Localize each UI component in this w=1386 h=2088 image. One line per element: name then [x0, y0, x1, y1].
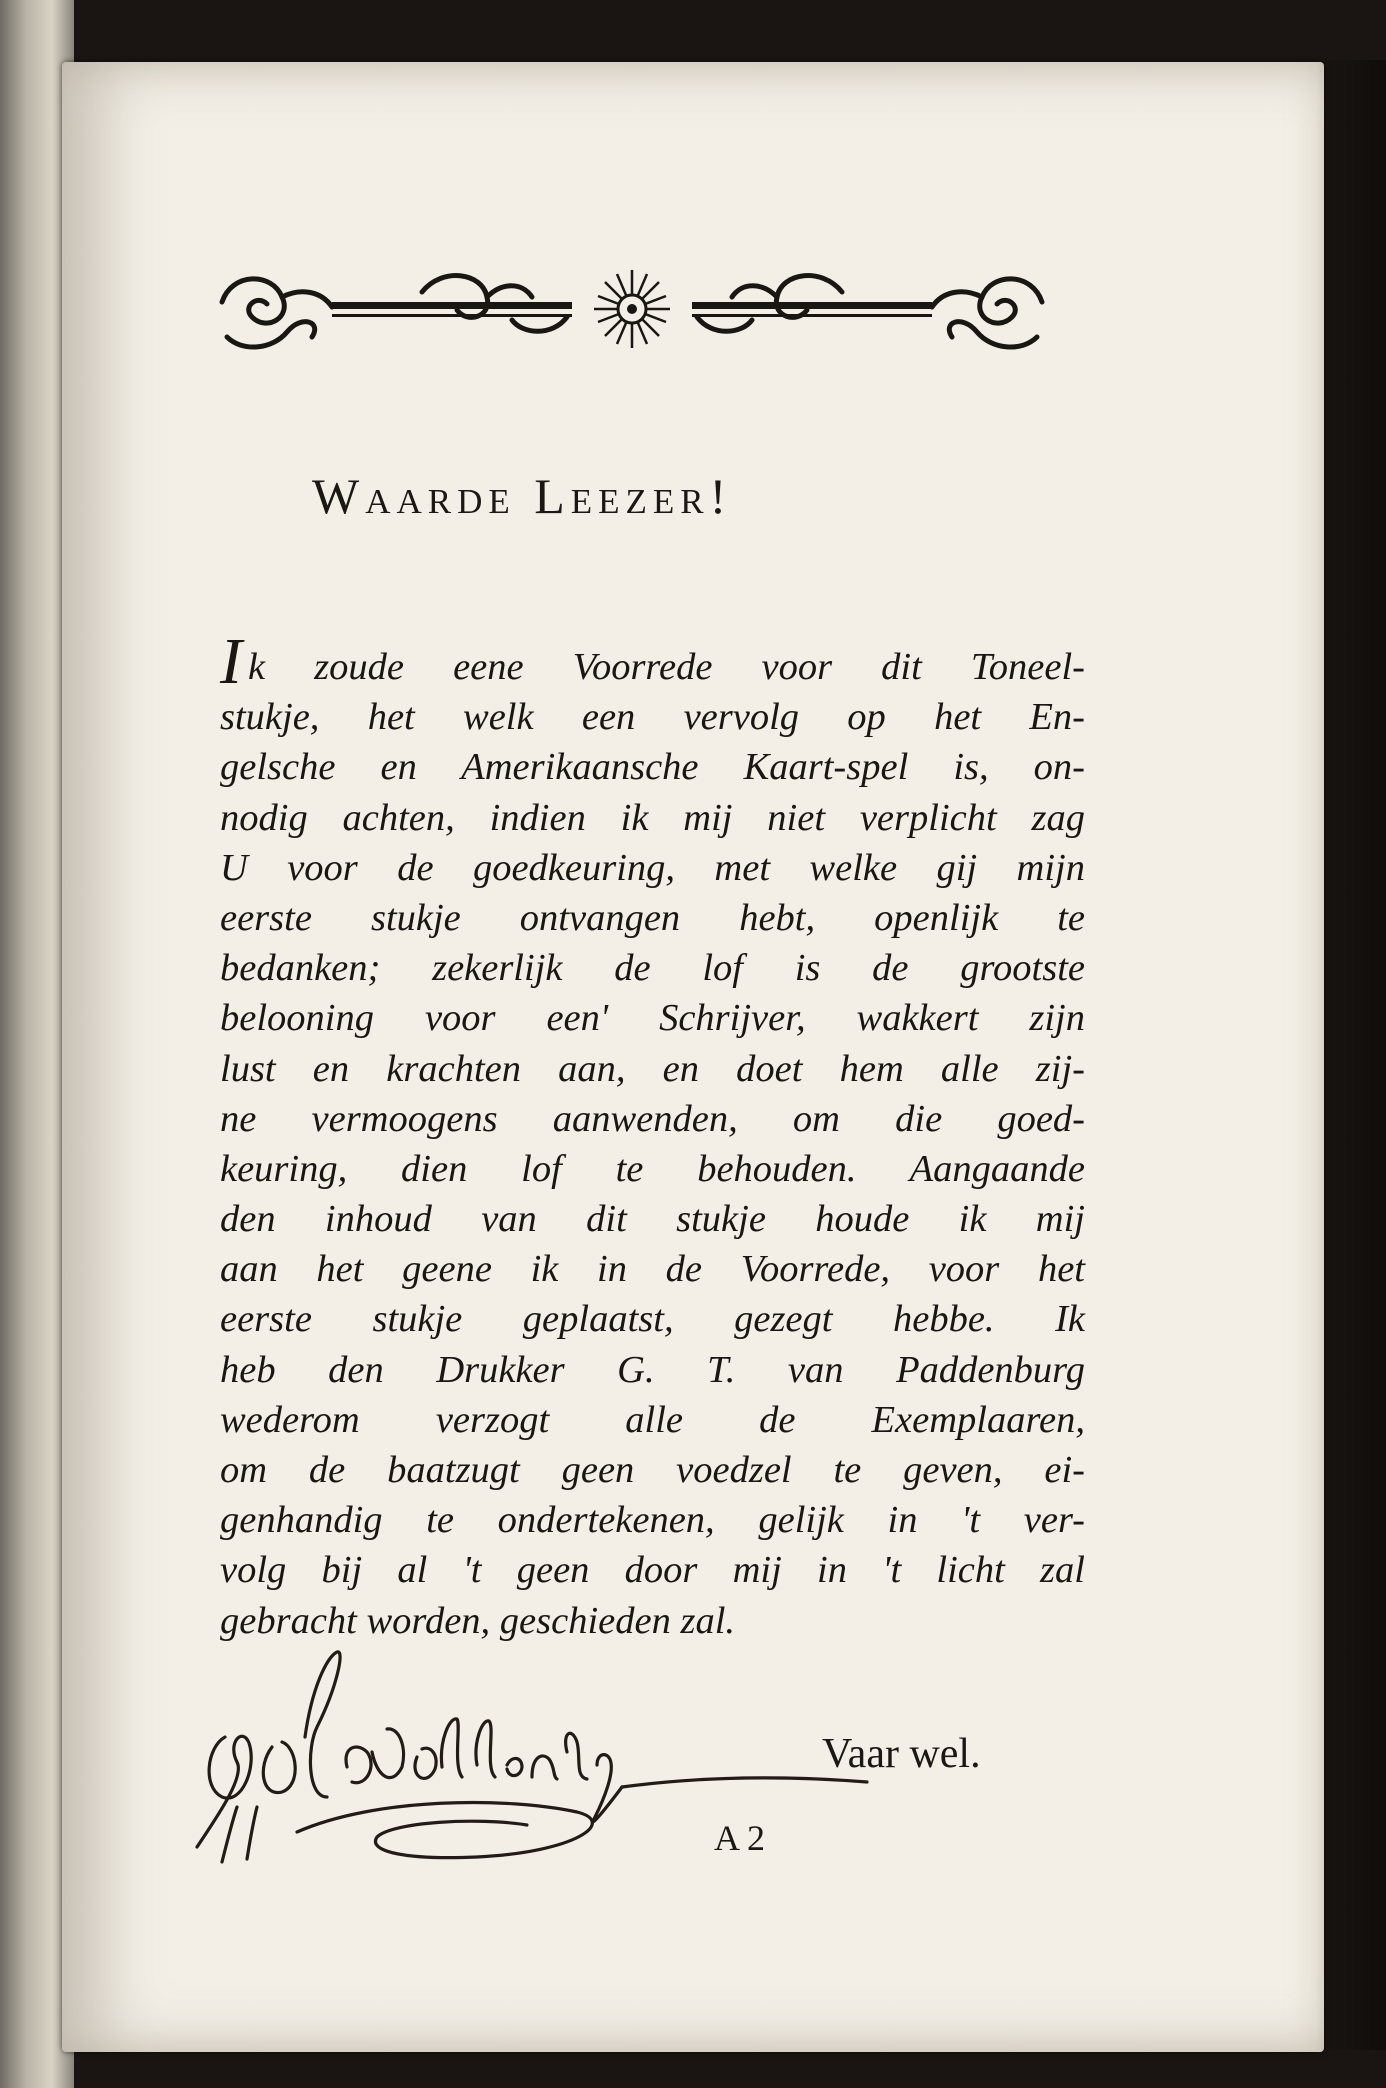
- drop-cap: I: [220, 625, 242, 698]
- text-line: U voor de goedkeuring, met welke gij mijn: [220, 846, 1085, 889]
- body-text: [220, 625, 1085, 1646]
- text-line: bedanken; zekerlijk de lof is de grootste: [220, 947, 1085, 990]
- text-line: aan het geene ik in de Voorrede, voor het: [220, 1248, 1085, 1291]
- book-page: [62, 62, 1324, 2052]
- farewell-text: Vaar wel.: [822, 1731, 981, 1777]
- text-line: gelsche en Amerikaansche Kaart-spel is, on-: [220, 746, 1085, 789]
- text-line: genhandig te ondertekenen, gelijk in 't ver-: [220, 1499, 1085, 1542]
- text-line: Ik zoude eene Voorrede voor dit Toneel-: [220, 625, 1085, 698]
- text-line: eerste stukje ontvangen hebt, openlijk te: [220, 896, 1085, 939]
- text-line: heb den Drukker G. T. van Paddenburg: [220, 1348, 1085, 1391]
- text-line: belooning voor een' Schrijver, wakkert zijn: [220, 997, 1085, 1040]
- ornamental-headpiece: [212, 262, 1052, 356]
- text-line: eerste stukje geplaatst, gezegt hebbe. Ik: [220, 1298, 1085, 1341]
- text-line: om de baatzugt geen voedzel te geven, ei-: [220, 1449, 1085, 1491]
- page-heading: Waarde Leezer!: [312, 468, 733, 524]
- text-line: nodig achten, indien ik mij niet verplicht zag: [220, 796, 1085, 839]
- printer-signature-mark: A 2: [714, 1818, 766, 1858]
- page-edge-shadow: [1316, 60, 1386, 2050]
- text-line: wederom verzogt alle de Exemplaaren,: [220, 1398, 1085, 1441]
- text-line: keuring, dien lof te behouden. Aangaande: [220, 1147, 1085, 1190]
- text-line: lust en krachten aan, en doet hem alle zij-: [220, 1047, 1085, 1090]
- handwritten-signature: [177, 1647, 877, 1877]
- text-line: volg bij al 't geen door mij in 't licht zal: [220, 1549, 1085, 1592]
- text-line: ne vermoogens aanwenden, om die goed-: [220, 1097, 1085, 1140]
- text-line: gebracht worden, geschieden zal.: [220, 1599, 736, 1642]
- text-line: stukje, het welk een vervolg op het En-: [220, 696, 1085, 739]
- text-line: den inhoud van dit stukje houde ik mij: [220, 1198, 1085, 1241]
